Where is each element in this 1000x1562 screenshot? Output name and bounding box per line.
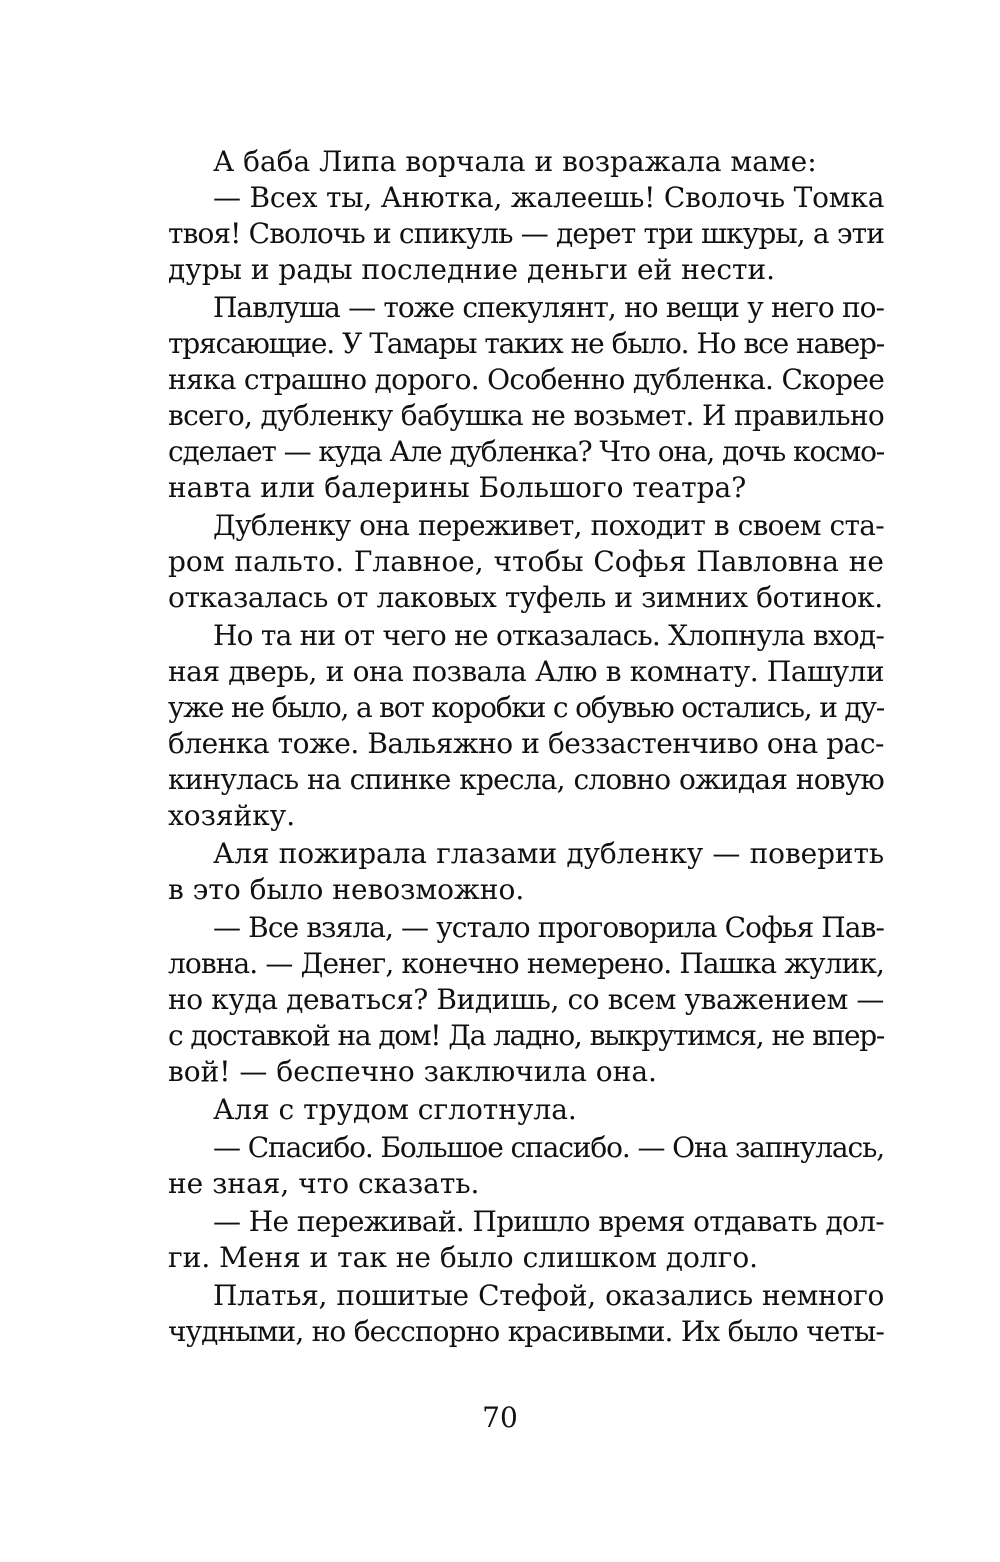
- text-line: ная дверь, и она позвала Алю в комнату. Пашули: [168, 655, 884, 688]
- text-line: Дубленку она переживет, походит в своем ста-: [213, 509, 884, 542]
- text-line: кинулась на спинке кресла, словно ожидая новую: [168, 763, 884, 796]
- text-line: Но та ни от чего не отказалась. Хлопнула вход-: [213, 619, 884, 652]
- text-line: трясающие. У Тамары таких не было. Но все навер-: [168, 327, 884, 360]
- text-line: — Все взяла, — устало проговорила Софья Пав-: [213, 911, 884, 944]
- text-line: уже не было, а вот коробки с обувью остались, и ду-: [168, 691, 884, 724]
- text-line: чудными, но бесспорно красивыми. Их было четы-: [168, 1315, 884, 1348]
- text-line: но куда деваться? Видишь, со всем уважением —: [168, 983, 884, 1016]
- text-line: с доставкой на дом! Да ладно, выкрутимся, не впер-: [168, 1019, 884, 1052]
- text-line: ги. Меня и так не было слишком долго.: [168, 1241, 759, 1274]
- text-line: ром пальто. Главное, чтобы Софья Павловна не: [168, 545, 884, 578]
- text-line: Аля с трудом сглотнула.: [213, 1093, 577, 1126]
- text-line: бленка тоже. Вальяжно и беззастенчиво она рас-: [168, 727, 884, 760]
- text-line: Павлуша — тоже спекулянт, но вещи у него по-: [213, 291, 884, 324]
- text-line: А баба Липа ворчала и возражала маме:: [213, 145, 817, 178]
- text-line: вой! — беспечно заключила она.: [168, 1055, 657, 1088]
- text-line: — Спасибо. Большое спасибо. — Она запнулась,: [213, 1131, 885, 1164]
- text-line: в это было невозможно.: [168, 873, 525, 906]
- text-line: не зная, что сказать.: [168, 1167, 480, 1200]
- text-line: Платья, пошитые Стефой, оказались немного: [213, 1279, 884, 1312]
- text-line: сделает — куда Але дубленка? Что она, дочь космо-: [168, 435, 884, 468]
- text-line: всего, дубленку бабушка не возьмет. И правильно: [168, 399, 884, 432]
- text-line: навта или балерины Большого театра?: [168, 471, 747, 504]
- text-line: Аля пожирала глазами дубленку — поверить: [213, 837, 884, 870]
- page-number: 70: [482, 1401, 518, 1434]
- text-line: дуры и рады последние деньги ей нести.: [168, 253, 776, 286]
- text-line: твоя! Сволочь и спикуль — дерет три шкуры, а эти: [168, 217, 884, 250]
- text-line: няка страшно дорого. Особенно дубленка. Скорее: [168, 363, 885, 396]
- text-line: хозяйку.: [168, 799, 296, 832]
- text-line: ловна. — Денег, конечно немерено. Пашка жулик,: [168, 947, 884, 980]
- text-line: — Не переживай. Пришло время отдавать дол-: [213, 1205, 884, 1238]
- text-line: — Всех ты, Анютка, жалеешь! Сволочь Томка: [213, 181, 885, 214]
- text-line: отказалась от лаковых туфель и зимних ботинок.: [168, 581, 883, 614]
